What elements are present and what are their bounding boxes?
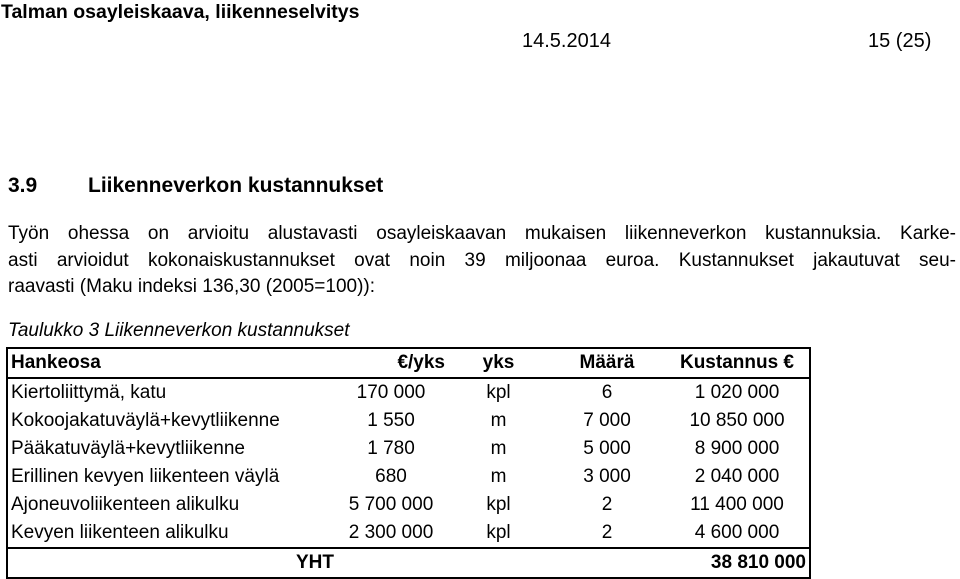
cell-unit-price: 5 700 000 <box>348 494 434 515</box>
paragraph-line: asti arvioidut kokonaiskustannukset ovat noin 39 miljoonaa euroa. Kustannukset jakautuvat seu- <box>8 249 956 271</box>
cell-unit: kpl <box>486 494 511 515</box>
header-cost: Kustannus € <box>665 348 810 378</box>
cell-quantity: 2 <box>601 522 613 543</box>
cell-item: Ajoneuvoliikenteen alikulku <box>7 491 334 519</box>
section-number: 3.9 <box>8 174 38 197</box>
cell-unit: m <box>490 466 507 487</box>
table-row <box>7 435 810 463</box>
table-caption: Taulukko 3 Liikenneverkon kustannukset <box>8 320 350 341</box>
body-paragraph <box>8 221 956 301</box>
cell-item: Kokoojakatuväylä+kevytliikenne <box>7 407 334 435</box>
section-heading <box>8 174 383 198</box>
cell-quantity: 6 <box>601 382 613 403</box>
cell-unit: kpl <box>486 522 511 543</box>
cell-item: Kevyen liikenteen alikulku <box>7 519 334 548</box>
cell-unit-price: 1 550 <box>367 410 415 431</box>
document-title: Talman osayleiskaava, liikenneselvitys <box>1 1 360 23</box>
cell-cost: 11 400 000 <box>665 491 810 519</box>
paragraph-line: raavasti (Maku indeksi 136,30 (2005=100)): <box>8 276 376 297</box>
table-row <box>7 407 810 435</box>
cell-quantity: 7 000 <box>583 410 631 431</box>
cell-cost: 8 900 000 <box>665 435 810 463</box>
section-title: Liikenneverkon kustannukset <box>88 174 384 197</box>
cell-unit: m <box>490 410 507 431</box>
cell-item: Erillinen kevyen liikenteen väylä <box>7 463 334 491</box>
document-date: 14.5.2014 <box>522 30 611 52</box>
cell-cost: 1 020 000 <box>665 378 810 407</box>
table-row <box>7 378 810 407</box>
cell-unit: kpl <box>486 382 511 403</box>
table-total-row <box>7 548 810 578</box>
cell-unit-price: 2 300 000 <box>348 522 434 543</box>
cell-item: Kiertoliittymä, katu <box>7 378 334 407</box>
table-row <box>7 491 810 519</box>
cell-cost: 4 600 000 <box>665 519 810 548</box>
header-unit-price: €/yks <box>334 348 448 378</box>
table-row <box>7 519 810 548</box>
cell-cost: 2 040 000 <box>665 463 810 491</box>
cell-quantity: 2 <box>601 494 613 515</box>
cell-unit-price: 1 780 <box>367 438 415 459</box>
page-number: 15 (25) <box>868 30 932 52</box>
table-header-row <box>7 348 810 378</box>
header-hankeosa: Hankeosa <box>7 348 334 378</box>
table-row <box>7 463 810 491</box>
total-value: 38 810 000 <box>665 548 810 578</box>
total-label: YHT <box>7 548 334 578</box>
cell-unit: m <box>490 438 507 459</box>
cost-table <box>6 347 811 579</box>
header-unit: yks <box>448 348 549 378</box>
cell-unit-price: 680 <box>375 466 407 487</box>
cell-item: Pääkatuväylä+kevytliikenne <box>7 435 334 463</box>
header-quantity: Määrä <box>549 348 665 378</box>
cell-unit-price: 170 000 <box>356 382 426 403</box>
cell-cost: 10 850 000 <box>665 407 810 435</box>
paragraph-line: Työn ohessa on arvioitu alustavasti osayleiskaavan mukaisen liikenneverkon kustannuksia. Karke- <box>8 223 956 244</box>
cell-quantity: 5 000 <box>583 438 631 459</box>
cell-quantity: 3 000 <box>583 466 631 487</box>
